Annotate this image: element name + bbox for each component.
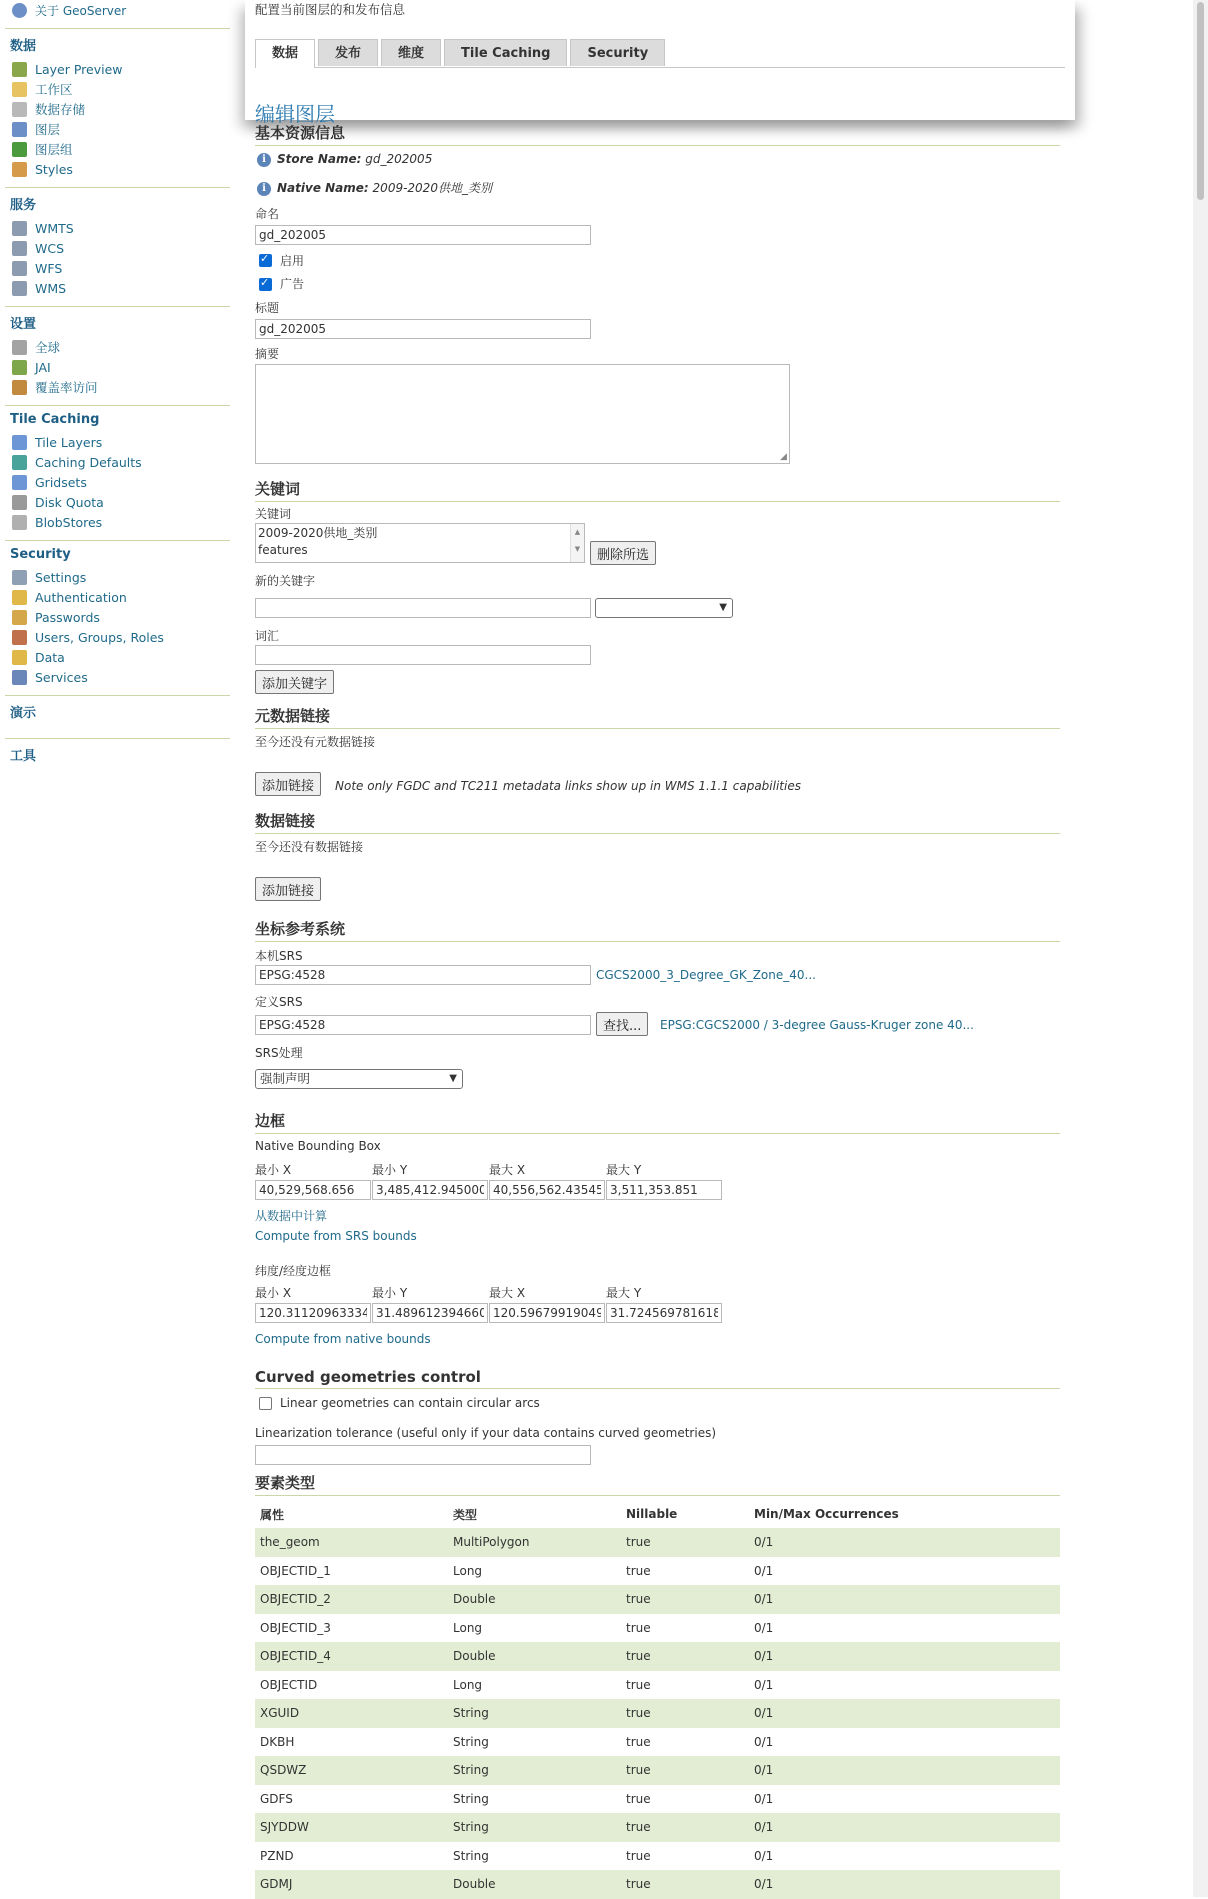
tab-tile-caching[interactable]: Tile Caching <box>444 39 567 66</box>
store-name-row: i Store Name: gd_202005 <box>257 152 432 167</box>
service-icon <box>12 221 27 236</box>
sidebar-item-label: WFS <box>35 260 63 276</box>
metadata-links-empty: 至今还没有元数据链接 <box>255 735 376 749</box>
sidebar-item-label: 覆盖率访问 <box>35 380 98 395</box>
table-row <box>255 1813 1060 1842</box>
table-row <box>255 1614 1060 1643</box>
table-row <box>255 1842 1060 1871</box>
sidebar-item-label: Styles <box>35 161 73 177</box>
sidebar-item-label: Settings <box>35 569 87 585</box>
latlon-max-y-input[interactable] <box>606 1303 722 1323</box>
sidebar-section <box>5 306 230 397</box>
info-icon: i <box>257 182 271 196</box>
sidebar-item-label: Caching Defaults <box>35 454 142 470</box>
table-cell: String <box>453 1734 489 1749</box>
blobstore-icon <box>12 515 27 530</box>
native-srs-label: 本机SRS <box>255 949 303 963</box>
native-max-y-input[interactable] <box>606 1180 722 1200</box>
sidebar-section-title[interactable]: 数据 <box>10 39 37 54</box>
table-row <box>255 1728 1060 1757</box>
sidebar-section-title[interactable]: 工具 <box>10 749 37 764</box>
page-subtitle: 配置当前图层的和发布信息 <box>255 2 406 17</box>
feature-type-table <box>255 1500 1060 1899</box>
keyword-language-select[interactable] <box>595 598 733 618</box>
sidebar-item[interactable] <box>5 472 230 492</box>
scrollbar-thumb[interactable] <box>1197 2 1204 200</box>
table-row <box>255 1585 1060 1614</box>
table-cell: DKBH <box>260 1734 295 1749</box>
table-cell: 0/1 <box>749 1699 1060 1728</box>
vocabulary-input[interactable] <box>255 645 591 665</box>
native-min-y-label: 最小 Y <box>372 1163 408 1177</box>
srs-handling-select[interactable]: 强制声明 ▼ <box>255 1069 463 1089</box>
metadata-note: Note only FGDC and TC211 metadata links show up in WMS 1.1.1 capabilities <box>335 779 801 793</box>
sidebar-item[interactable] <box>5 567 230 587</box>
sidebar-item-label: 图层组 <box>35 142 73 157</box>
shield-icon <box>12 590 27 605</box>
sidebar-item[interactable] <box>5 607 230 627</box>
table-cell: true <box>621 1699 749 1728</box>
table-cell: true <box>626 1563 651 1578</box>
table-cell: Long <box>453 1620 483 1635</box>
sidebar-item-label: Services <box>35 669 88 685</box>
folder-icon <box>12 82 27 97</box>
enabled-label: 启用 <box>280 254 305 268</box>
vocabulary-label: 词汇 <box>255 629 280 643</box>
srs-handling-label: SRS处理 <box>255 1046 303 1060</box>
disk-icon <box>12 495 27 510</box>
table-cell: 0/1 <box>749 1642 1060 1671</box>
table-cell: the_geom <box>255 1528 448 1557</box>
tab-publishing[interactable]: 发布 <box>318 39 378 66</box>
table-cell: true <box>626 1848 651 1863</box>
new-keyword-input[interactable] <box>255 598 591 618</box>
abstract-textarea[interactable] <box>255 364 790 464</box>
info-icon: i <box>257 153 271 167</box>
table-cell: true <box>621 1585 749 1614</box>
table-cell: 0/1 <box>754 1620 774 1635</box>
sidebar-item[interactable] <box>5 432 230 452</box>
table-cell: OBJECTID_2 <box>255 1585 448 1614</box>
listbox-scrollbar[interactable]: ▲ ▼ <box>570 524 584 562</box>
native-min-y-input[interactable] <box>372 1180 488 1200</box>
latlon-min-y-input[interactable] <box>372 1303 488 1323</box>
chevron-down-icon: ▼ <box>449 1073 457 1084</box>
column-header: Nillable <box>626 1507 678 1521</box>
key-icon <box>12 570 27 585</box>
table-cell: String <box>448 1699 621 1728</box>
tab-bar <box>255 39 1065 68</box>
table-cell: true <box>626 1791 651 1806</box>
table-cell: MultiPolygon <box>448 1528 621 1557</box>
sidebar-item[interactable] <box>5 492 230 512</box>
sidebar-item-label: WMS <box>35 280 67 296</box>
linearization-tolerance-label: Linearization tolerance (useful only if your data contains curved geometries) <box>255 1426 717 1440</box>
latlon-bbox-label: 纬度/经度边框 <box>255 1264 332 1278</box>
table-cell: 0/1 <box>749 1813 1060 1842</box>
service-icon <box>12 241 27 256</box>
native-bbox-label: Native Bounding Box <box>255 1139 381 1153</box>
latlon-min-y-label: 最小 Y <box>372 1286 408 1300</box>
services-security-icon <box>12 670 27 685</box>
basic-info-heading: 基本资源信息 <box>255 122 1060 146</box>
sidebar-item[interactable] <box>5 59 230 79</box>
sidebar-item[interactable] <box>5 238 230 258</box>
remove-selected-button[interactable]: 删除所选 <box>590 541 656 565</box>
compute-from-srs-link[interactable]: Compute from SRS bounds <box>255 1229 417 1243</box>
crs-heading: 坐标参考系统 <box>255 918 1060 942</box>
info-icon <box>12 3 27 18</box>
table-cell: true <box>621 1528 749 1557</box>
sidebar-item[interactable] <box>5 258 230 278</box>
layer-group-icon <box>12 142 27 157</box>
table-cell: OBJECTID <box>260 1677 318 1692</box>
sidebar-item-label: 工作区 <box>35 82 73 97</box>
table-cell: PZND <box>260 1848 294 1863</box>
name-label: 命名 <box>255 207 280 221</box>
table-cell: true <box>626 1677 651 1692</box>
compute-from-data-link[interactable]: 从数据中计算 <box>255 1209 328 1223</box>
keywords-listbox[interactable] <box>255 523 585 563</box>
page-scrollbar[interactable] <box>1193 0 1208 1897</box>
latlon-max-x-input[interactable] <box>489 1303 605 1323</box>
add-metadata-link-button[interactable]: 添加链接 <box>255 772 321 796</box>
table-cell: String <box>448 1813 621 1842</box>
table-cell: true <box>626 1734 651 1749</box>
table-cell: 0/1 <box>749 1756 1060 1785</box>
sidebar-item-label: Disk Quota <box>35 494 104 510</box>
table-cell: 0/1 <box>749 1528 1060 1557</box>
title-input[interactable] <box>255 319 591 339</box>
declared-srs-link[interactable]: EPSG:CGCS2000 / 3-degree Gauss-Kruger zone 40... <box>660 1018 974 1032</box>
sidebar-item[interactable] <box>5 512 230 532</box>
sidebar-item-label: 数据存储 <box>35 102 86 117</box>
data-links-heading: 数据链接 <box>255 810 1060 834</box>
keyword-item[interactable]: features <box>258 543 308 557</box>
sidebar-section <box>5 187 230 298</box>
circular-arcs-checkbox[interactable] <box>259 1397 272 1410</box>
tile-layers-icon <box>12 435 27 450</box>
latlon-min-x-input[interactable] <box>255 1303 371 1323</box>
about-geoserver-link[interactable]: 关于 GeoServer <box>5 0 230 20</box>
sidebar-item-label: 全球 <box>35 340 61 355</box>
table-cell: true <box>621 1756 749 1785</box>
tab-data[interactable]: 数据 <box>255 39 315 68</box>
tab-dimensions[interactable]: 维度 <box>381 39 441 66</box>
store-name-value: gd_202005 <box>365 152 433 166</box>
table-cell: 0/1 <box>754 1563 774 1578</box>
table-cell: 0/1 <box>749 1870 1060 1899</box>
sidebar-item[interactable] <box>5 99 230 119</box>
table-row <box>255 1557 1060 1586</box>
sidebar-section-title[interactable]: Tile Caching <box>10 412 100 427</box>
table-cell: true <box>626 1620 651 1635</box>
sidebar-section-title[interactable]: Security <box>10 547 71 562</box>
jai-icon <box>12 360 27 375</box>
table-cell: GDFS <box>260 1791 293 1806</box>
service-icon <box>12 281 27 296</box>
sidebar-item[interactable] <box>5 218 230 238</box>
table-cell: Double <box>448 1585 621 1614</box>
table-cell: 0/1 <box>754 1734 774 1749</box>
table-cell: Double <box>448 1642 621 1671</box>
table-cell: OBJECTID_4 <box>255 1642 448 1671</box>
table-cell: 0/1 <box>754 1791 774 1806</box>
sidebar-item-label: Layer Preview <box>35 61 123 77</box>
enabled-checkbox[interactable] <box>259 254 272 267</box>
sidebar-item[interactable] <box>5 337 230 357</box>
native-name-row: i Native Name: 2009-2020供地_类别 <box>257 179 492 196</box>
column-header: Min/Max Occurrences <box>754 1507 899 1521</box>
sidebar-item[interactable] <box>5 119 230 139</box>
table-cell: true <box>621 1870 749 1899</box>
sidebar-item-label: WMTS <box>35 220 74 236</box>
sidebar-section-title[interactable]: 演示 <box>10 706 37 721</box>
new-keyword-label: 新的关键字 <box>255 574 316 588</box>
curved-geometries-heading: Curved geometries control <box>255 1368 1060 1389</box>
latlon-min-x-label: 最小 X <box>255 1286 292 1300</box>
resize-grip-icon[interactable]: ◢ <box>780 452 787 462</box>
sidebar-section-title[interactable]: 设置 <box>10 317 37 332</box>
sidebar-item[interactable] <box>5 357 230 377</box>
sidebar-section <box>5 695 230 730</box>
declared-srs-label: 定义SRS <box>255 995 303 1009</box>
table-cell: String <box>448 1756 621 1785</box>
keyword-item[interactable]: 2009-2020供地_类别 <box>258 526 378 540</box>
linearization-tolerance-input[interactable] <box>255 1445 591 1465</box>
globe-icon <box>12 455 27 470</box>
sidebar-item-label: Passwords <box>35 609 100 625</box>
add-data-link-button[interactable]: 添加链接 <box>255 877 321 901</box>
sidebar-item[interactable] <box>5 667 230 687</box>
table-row <box>255 1870 1060 1899</box>
sidebar-item[interactable] <box>5 377 230 397</box>
table-row <box>255 1785 1060 1814</box>
lock-icon <box>12 610 27 625</box>
table-cell: OBJECTID_3 <box>260 1620 331 1635</box>
sidebar-section-title[interactable]: 服务 <box>10 198 37 213</box>
sidebar-item[interactable] <box>5 159 230 179</box>
layers-icon <box>12 122 27 137</box>
native-srs-input[interactable] <box>255 965 591 985</box>
global-settings-icon <box>12 340 27 355</box>
sidebar-item-label: BlobStores <box>35 514 103 530</box>
table-cell: Long <box>453 1563 483 1578</box>
table-cell: QSDWZ <box>255 1756 448 1785</box>
keywords-heading: 关键词 <box>255 478 1060 502</box>
table-row <box>255 1642 1060 1671</box>
table-row <box>255 1756 1060 1785</box>
table-cell: 0/1 <box>749 1585 1060 1614</box>
table-cell: String <box>453 1848 489 1863</box>
tab-security[interactable]: Security <box>570 39 665 66</box>
datastore-icon <box>12 102 27 117</box>
latlon-max-y-label: 最大 Y <box>606 1286 642 1300</box>
coverage-icon <box>12 380 27 395</box>
service-icon <box>12 261 27 276</box>
sidebar-item-label: Gridsets <box>35 474 87 490</box>
column-header: 类型 <box>453 1507 478 1522</box>
native-name-value: 2009-2020供地_类别 <box>372 181 492 195</box>
feature-type-heading: 要素类型 <box>255 1472 1060 1496</box>
page-title: 编辑图层 <box>255 102 335 126</box>
sidebar-item-label: JAI <box>35 359 51 375</box>
sidebar-item[interactable] <box>5 587 230 607</box>
keywords-list-label: 关键词 <box>255 507 292 521</box>
table-row <box>255 1671 1060 1700</box>
native-max-x-input[interactable] <box>489 1180 605 1200</box>
data-security-icon <box>12 650 27 665</box>
table-cell: SJYDDW <box>255 1813 448 1842</box>
sidebar-item-label: Tile Layers <box>35 434 103 450</box>
column-header: 属性 <box>260 1507 285 1522</box>
sidebar-item-label: Data <box>35 649 65 665</box>
abstract-label: 摘要 <box>255 347 280 361</box>
title-label: 标题 <box>255 301 280 315</box>
table-cell: true <box>621 1813 749 1842</box>
advertised-checkbox[interactable] <box>259 278 272 291</box>
compute-from-native-link[interactable]: Compute from native bounds <box>255 1332 431 1346</box>
sidebar-item[interactable] <box>5 627 230 647</box>
sidebar-item[interactable] <box>5 79 230 99</box>
table-row <box>255 1528 1060 1557</box>
table-cell: true <box>621 1642 749 1671</box>
layer-preview-icon <box>12 62 27 77</box>
circular-arcs-label: Linear geometries can contain circular arcs <box>280 1396 540 1410</box>
table-cell: String <box>453 1791 489 1806</box>
sidebar-item-label: Authentication <box>35 589 127 605</box>
sidebar-item-label: 图层 <box>35 122 61 137</box>
native-min-x-label: 最小 X <box>255 1163 292 1177</box>
table-cell: Long <box>453 1677 483 1692</box>
bbox-heading: 边框 <box>255 1110 1060 1134</box>
name-input[interactable] <box>255 225 591 245</box>
metadata-links-heading: 元数据链接 <box>255 705 1060 729</box>
chevron-down-icon: ▼ <box>719 602 727 613</box>
sidebar <box>5 0 230 773</box>
sidebar-section <box>5 738 230 773</box>
table-cell: 0/1 <box>754 1677 774 1692</box>
native-max-y-label: 最大 Y <box>606 1163 642 1177</box>
table-cell: Double <box>448 1870 621 1899</box>
sidebar-section <box>5 28 230 179</box>
sidebar-item-label: Users, Groups, Roles <box>35 629 164 645</box>
native-srs-link[interactable]: CGCS2000_3_Degree_GK_Zone_40... <box>596 968 816 982</box>
native-min-x-input[interactable] <box>255 1180 371 1200</box>
sidebar-section <box>5 540 230 687</box>
sidebar-section <box>5 405 230 532</box>
gridsets-icon <box>12 475 27 490</box>
palette-icon <box>12 162 27 177</box>
data-links-empty: 至今还没有数据链接 <box>255 840 364 854</box>
table-cell: 0/1 <box>754 1848 774 1863</box>
users-icon <box>12 630 27 645</box>
sidebar-item[interactable] <box>5 452 230 472</box>
table-cell: XGUID <box>255 1699 448 1728</box>
latlon-max-x-label: 最大 X <box>489 1286 526 1300</box>
table-cell: GDMJ <box>255 1870 448 1899</box>
sidebar-item-label: WCS <box>35 240 65 256</box>
declared-srs-input[interactable] <box>255 1015 591 1035</box>
sidebar-item[interactable] <box>5 139 230 159</box>
native-max-x-label: 最大 X <box>489 1163 526 1177</box>
table-header-row <box>255 1500 1060 1528</box>
table-cell: OBJECTID_1 <box>260 1563 331 1578</box>
advertised-label: 广告 <box>280 277 305 291</box>
find-srs-button[interactable]: 查找... <box>596 1012 648 1036</box>
sidebar-item[interactable] <box>5 647 230 667</box>
sidebar-item[interactable] <box>5 278 230 298</box>
add-keyword-button[interactable]: 添加关键字 <box>255 670 334 694</box>
table-row <box>255 1699 1060 1728</box>
